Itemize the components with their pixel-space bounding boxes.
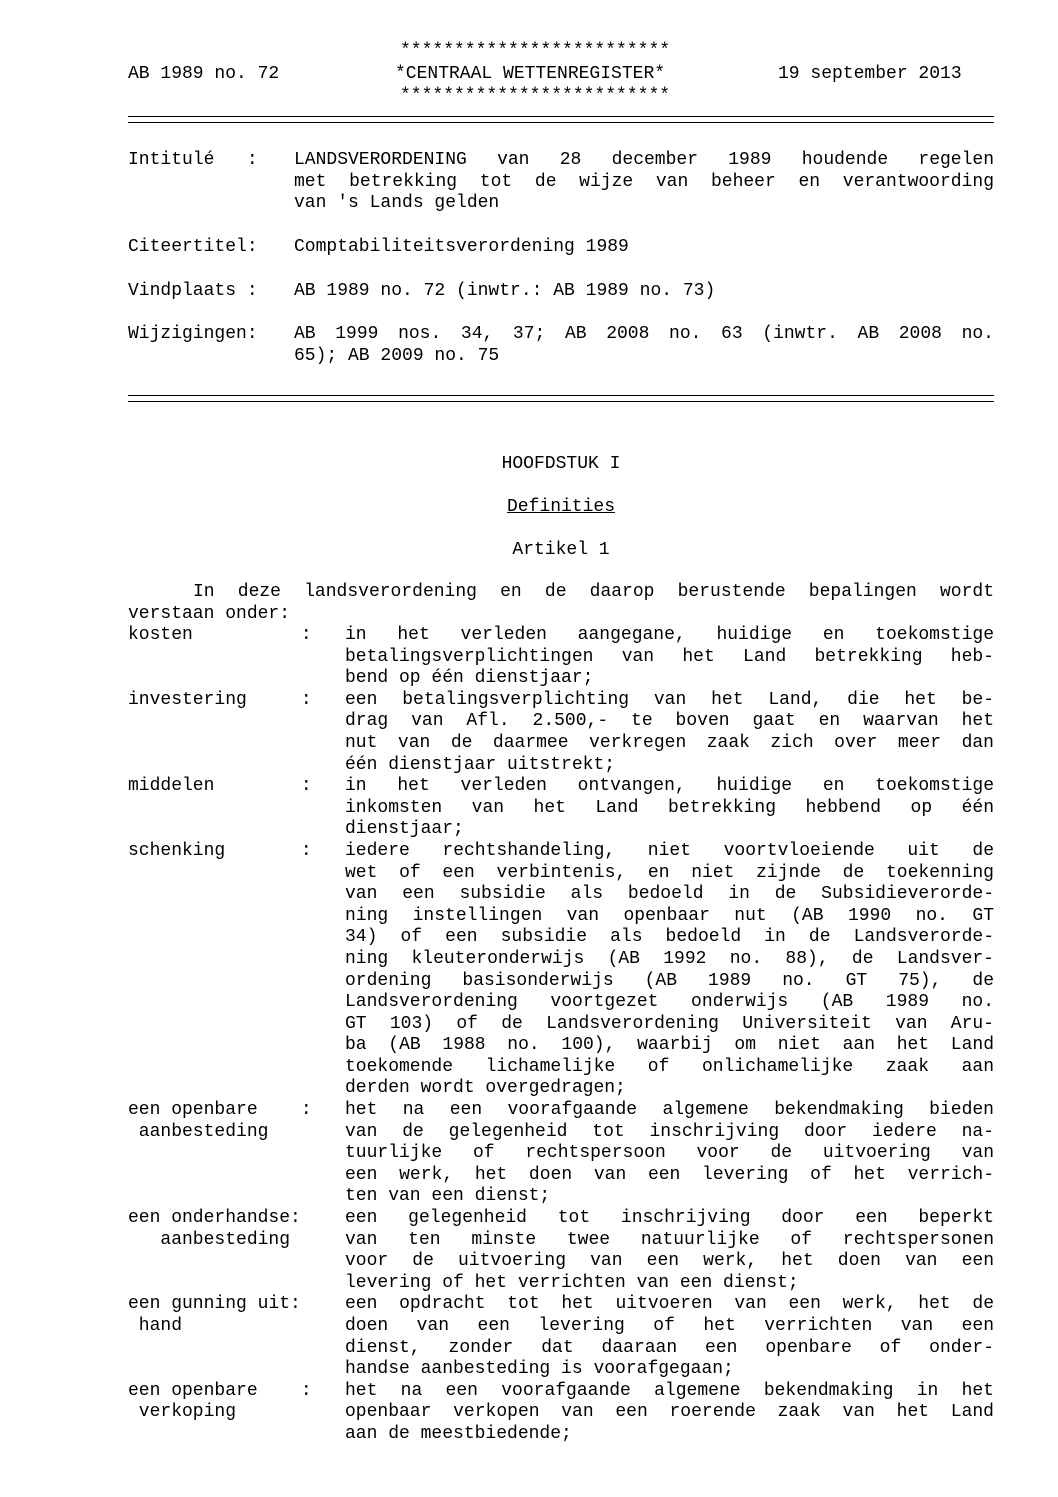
definition-line: een werk, het doen van een levering of het verrich- [345,1164,994,1185]
header-date: 19 september 2013 [778,64,962,84]
definition-line: bend op één dienstjaar; [345,668,594,689]
definition-line: voor de uitvoering van een werk, het doen van een [345,1251,994,1272]
intitule-value [294,150,994,215]
definition-item [128,690,994,776]
definition-line: openbaar verkopen van een roerende zaak van het Land [345,1402,994,1423]
definition-line: inkomsten van het Land betrekking hebbend op één [345,797,994,818]
definition-line: het na een voorafgaande algemene bekendmaking bieden [345,1100,994,1121]
definition-text [345,1208,994,1294]
definition-term: een openbare : verkoping [128,1380,312,1423]
definition-line: een gelegenheid tot inschrijving door een beperkt [345,1208,994,1229]
definition-line: ten van een dienst; [345,1186,551,1207]
definition-line: 34) of een subsidie als bedoeld in de Landsverorde- [345,927,994,948]
definition-line: één dienstjaar uitstrekt; [345,754,616,775]
top-divider [128,116,994,123]
definition-item [128,1100,994,1208]
definition-line: toekomende lichamelijke of onlichamelijke zaak aan [345,1056,994,1077]
definition-term: een onderhandse: aanbesteding [128,1208,301,1250]
definition-line: Landsverordening voortgezet onderwijs (AB 1989 no. [345,992,994,1013]
definition-term: middelen : [128,776,312,797]
wijzigingen-value [294,324,994,367]
definition-text [345,690,994,776]
definition-line: ba (AB 1988 no. 100), waarbij om niet aan het Land [345,1035,994,1056]
definition-term: investering : [128,689,312,710]
definition-term: schenking : [128,840,312,861]
definition-term: een openbare : aanbesteding [128,1100,312,1142]
definition-line: GT 103) of de Landsverordening Universiteit van Aru- [345,1013,994,1034]
definition-text [345,625,994,690]
definition-line: wet of een verbintenis, en niet zijnde de toekenning [345,862,994,883]
definition-text [345,1381,994,1446]
vindplaats-value: AB 1989 no. 72 (inwtr.: AB 1989 no. 73) [294,281,716,301]
wijzigingen-line: 65); AB 2009 no. 75 [294,345,500,366]
definition-text [345,1100,994,1208]
chapter-title: HOOFDSTUK I [501,454,621,474]
definition-line: ning kleuteronderwijs (AB 1992 no. 88), de Landsver- [345,948,994,969]
definition-line: iedere rechtshandeling, niet voortvloeiende uit de [345,840,994,861]
intro-line: verstaan onder: [128,603,291,624]
definition-item [128,841,994,1100]
intro-line: In deze landsverordening en de daarop berustende bepalingen wordt [193,582,994,602]
definition-line: een opdracht tot het uitvoeren van een werk, het de [345,1294,994,1315]
header-ref: AB 1989 no. 72 [128,64,280,84]
definition-line: betalingsverplichtingen van het Land betrekking heb- [345,646,994,667]
definition-line: handse aanbesteding is voorafgegaan; [345,1359,734,1380]
definition-item [128,776,994,841]
citeertitel-value: Comptabiliteitsverordening 1989 [294,237,629,257]
intitule-line: van 's Lands gelden [294,193,500,214]
chapter-subtitle: Definities [506,497,616,517]
intitule-label: Intitulé : [128,150,258,170]
wijzigingen-line: AB 1999 nos. 34, 37; AB 2008 no. 63 (inwtr. AB 2008 no. [294,324,994,344]
header-stars-bottom: ************************* [400,86,671,106]
definition-line: dienst, zonder dat daaraan een openbare of onder- [345,1337,994,1358]
definition-line: derden wordt overgedragen; [345,1078,626,1099]
definition-line: dienstjaar; [345,819,464,840]
definition-item [128,1381,994,1446]
definition-line: ning instellingen van openbaar nut (AB 1990 no. GT [345,905,994,926]
definition-line: in het verleden ontvangen, huidige en toekomstige [345,776,994,797]
definition-line: nut van de daarmee verkregen zaak zich over meer dan [345,732,994,753]
citeertitel-value-wrap [294,237,994,259]
definitions-list [128,625,994,1446]
citeertitel-label: Citeertitel: [128,237,258,257]
wijzigingen-label: Wijzigingen: [128,324,258,344]
vindplaats-value-wrap [294,281,994,303]
definition-line: het na een voorafgaande algemene bekendmaking in het [345,1380,994,1401]
definition-text [345,1294,994,1380]
definition-item [128,1294,994,1380]
definition-line: van ten minste twee natuurlijke of rechtspersonen [345,1229,994,1250]
definition-line: doen van een levering of het verrichten van een [345,1316,994,1336]
definition-line: ordening basisonderwijs (AB 1989 no. GT 75), de [345,970,994,991]
definition-line: levering of het verrichten van een dienst; [345,1272,799,1293]
header-stars-top: ************************* [400,41,671,61]
chapter-subtitle-wrap [128,497,994,519]
definition-line: in het verleden aangegane, huidige en toekomstige [345,625,994,645]
definition-line: van de gelegenheid tot inschrijving door iedere na- [345,1121,994,1142]
definition-item [128,625,994,690]
intitule-line: LANDSVERORDENING van 28 december 1989 houdende regelen [294,150,994,170]
header-register: *CENTRAAL WETTENREGISTER* [395,64,666,84]
definition-item [128,1208,994,1294]
definition-line: aan de meestbiedende; [345,1423,572,1444]
bottom-divider [128,395,994,402]
intitule-line: met betrekking tot de wijze van beheer en verantwoording [294,171,994,192]
definition-line: een betalingsverplichting van het Land, die het be- [345,689,994,710]
intro-paragraph [128,582,994,625]
definition-term: een gunning uit: hand [128,1294,301,1336]
definition-text [345,841,994,1100]
definition-text [345,776,994,841]
definition-term: kosten : [128,625,312,645]
definition-line: tuurlijke of rechtspersoon voor de uitvoering van [345,1143,994,1164]
vindplaats-label: Vindplaats : [128,281,258,301]
definition-line: drag van Afl. 2.500,- te boven gaat en waarvan het [345,711,994,732]
definition-line: van een subsidie als bedoeld in de Subsidieverorde- [345,884,994,905]
article-heading: Artikel 1 [512,540,610,560]
